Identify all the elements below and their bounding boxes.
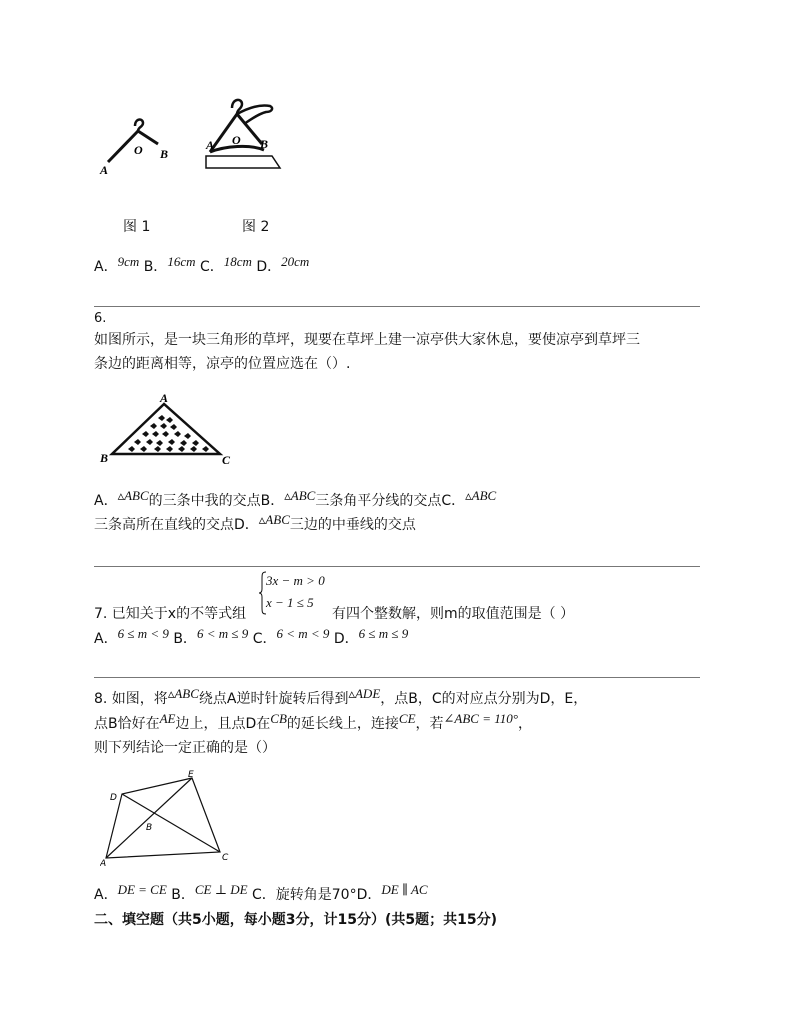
- q7-options: [94, 628, 408, 648]
- q8-option-a-letter: A．: [94, 887, 118, 903]
- q6-fig-label-c: C: [222, 453, 231, 467]
- q8-option-d-letter: D．: [356, 887, 382, 903]
- q8-l1-c: ，点B，C的对应点分别为D，E，: [380, 691, 588, 707]
- q6-fig-label-b: B: [100, 451, 109, 465]
- q5-option-b-letter: B．: [143, 259, 168, 275]
- q6-option-d-math: ▵ABC: [258, 512, 290, 527]
- q8-fig-label-d: D: [110, 793, 117, 803]
- figure-1-caption: 图 1: [123, 219, 151, 235]
- q8-l2-math3: CE: [398, 711, 416, 726]
- q7-option-a-value: 6 ≤ m < 9: [117, 626, 169, 641]
- figure-2-caption: 图 2: [242, 219, 270, 235]
- q8-option-b-letter: B．: [171, 887, 195, 903]
- q7-stem-suffix: 有四个整数解，则m的取值范围是（ ）: [332, 606, 575, 622]
- q5-option-d-value: 20cm: [281, 254, 310, 269]
- rotation-quadrilateral-figure: [100, 768, 236, 868]
- q6-options-line1: [94, 490, 496, 510]
- q8-l2-d: ，若: [415, 716, 444, 732]
- q8-option-a-math: DE = CE: [117, 882, 167, 897]
- fig2-label-a: A: [206, 138, 215, 152]
- q7-option-b-value: 6 < m ≤ 9: [196, 626, 249, 641]
- q7-option-a-letter: A．: [94, 631, 118, 647]
- fig2-label-b: B: [260, 137, 269, 151]
- fig1-label-b: B: [160, 147, 169, 161]
- q8-l2-math4: ∠ABC = 110°: [443, 711, 518, 726]
- divider: [94, 677, 700, 678]
- q6-stem-line1: 如图所示，是一块三角形的草坪，现要在草坪上建一凉亭供大家休息，要使凉亭到草坪三: [94, 332, 640, 348]
- q5-options: [94, 256, 309, 276]
- q6-option-c-math: ▵ABC: [465, 488, 497, 503]
- q7-option-b-letter: B．: [173, 631, 197, 647]
- hanger-figure-1: [98, 112, 178, 182]
- q8-fig-label-e: E: [188, 770, 194, 780]
- q7-stem-prefix: 7. 已知关于x的不等式组: [94, 606, 247, 622]
- q6-option-a-text: 的三条中我的交点: [148, 493, 261, 509]
- q7-option-d-value: 6 ≤ m ≤ 9: [358, 626, 409, 641]
- q7-option-d-letter: D．: [333, 631, 359, 647]
- q8-option-b-math: CE ⊥ DE: [194, 882, 248, 897]
- q8-l2-math2: CB: [270, 711, 287, 726]
- q8-option-c-text: 旋转角是70°: [275, 887, 357, 903]
- q8-l1-a: 8. 如图，将: [94, 691, 168, 707]
- q8-l2-c: 的延长线上，连接: [286, 716, 399, 732]
- q6-option-d-text: 三边的中垂线的交点: [289, 517, 416, 533]
- q6-number: 6.: [94, 311, 107, 326]
- fig1-label-o: O: [134, 143, 143, 157]
- q8-l1-b: 绕点A逆时针旋转后得到: [198, 691, 349, 707]
- q8-fig-label-b: B: [146, 823, 153, 833]
- lawn-triangle-figure: [98, 392, 238, 468]
- q8-option-c-letter: C．: [251, 887, 276, 903]
- q8-l1-math1: ▵ABC: [167, 686, 199, 701]
- q8-stem-line3: 则下列结论一定正确的是（）: [94, 740, 276, 756]
- q5-option-c-value: 18cm: [223, 254, 252, 269]
- q8-l2-a: 点B恰好在: [94, 716, 160, 732]
- q8-options: [94, 884, 428, 904]
- q7-option-c-value: 6 < m < 9: [276, 626, 330, 641]
- q6-option-a-letter: A．: [94, 493, 118, 509]
- fig1-label-a: A: [100, 163, 109, 177]
- q6-option-c-text: 三条高所在直线的交点: [94, 517, 234, 533]
- q7-system-eq2: x − 1 ≤ 5: [266, 595, 314, 610]
- q6-stem-line2: 条边的距离相等，凉亭的位置应选在（）.: [94, 356, 351, 372]
- q8-fig-label-c: C: [222, 853, 229, 863]
- q6-option-b-letter: B．: [260, 493, 285, 509]
- q6-fig-label-a: A: [160, 392, 169, 405]
- q8-stem-line2: [94, 713, 532, 733]
- q6-option-d-letter: D．: [234, 517, 259, 533]
- q7-system-eq1: 3x − m > 0: [266, 573, 325, 588]
- q6-option-b-text: 三条角平分线的交点: [315, 493, 442, 509]
- section-2-heading: 二、填空题（共5小题，每小题3分，计15分）(共5题；共15分): [94, 912, 497, 928]
- q8-l2-math1: AE: [159, 711, 176, 726]
- q8-fig-label-a: A: [100, 859, 107, 868]
- q6-option-c-letter: C．: [441, 493, 466, 509]
- fig2-label-o: O: [232, 133, 241, 147]
- q5-option-b-value: 16cm: [167, 254, 196, 269]
- q8-l2-e: ，: [517, 716, 532, 732]
- q5-option-a-letter: A．: [94, 259, 118, 275]
- q8-stem-line1: [94, 688, 587, 708]
- q6-option-b-math: ▵ABC: [284, 488, 316, 503]
- q6-option-a-math: ▵ABC: [117, 488, 149, 503]
- q5-option-c-letter: C．: [199, 259, 224, 275]
- q8-l2-b: 边上，且点D在: [175, 716, 271, 732]
- q8-l1-math2: ▵ADE: [348, 686, 381, 701]
- q5-option-a-value: 9cm: [117, 254, 140, 269]
- hanger-figure-2: [200, 94, 290, 180]
- q5-option-d-letter: D．: [256, 259, 282, 275]
- q7-option-c-letter: C．: [252, 631, 277, 647]
- divider: [94, 566, 700, 567]
- q6-options-line2: [94, 514, 416, 534]
- q8-option-d-math: DE ∥ AC: [381, 882, 428, 897]
- divider: [94, 306, 700, 307]
